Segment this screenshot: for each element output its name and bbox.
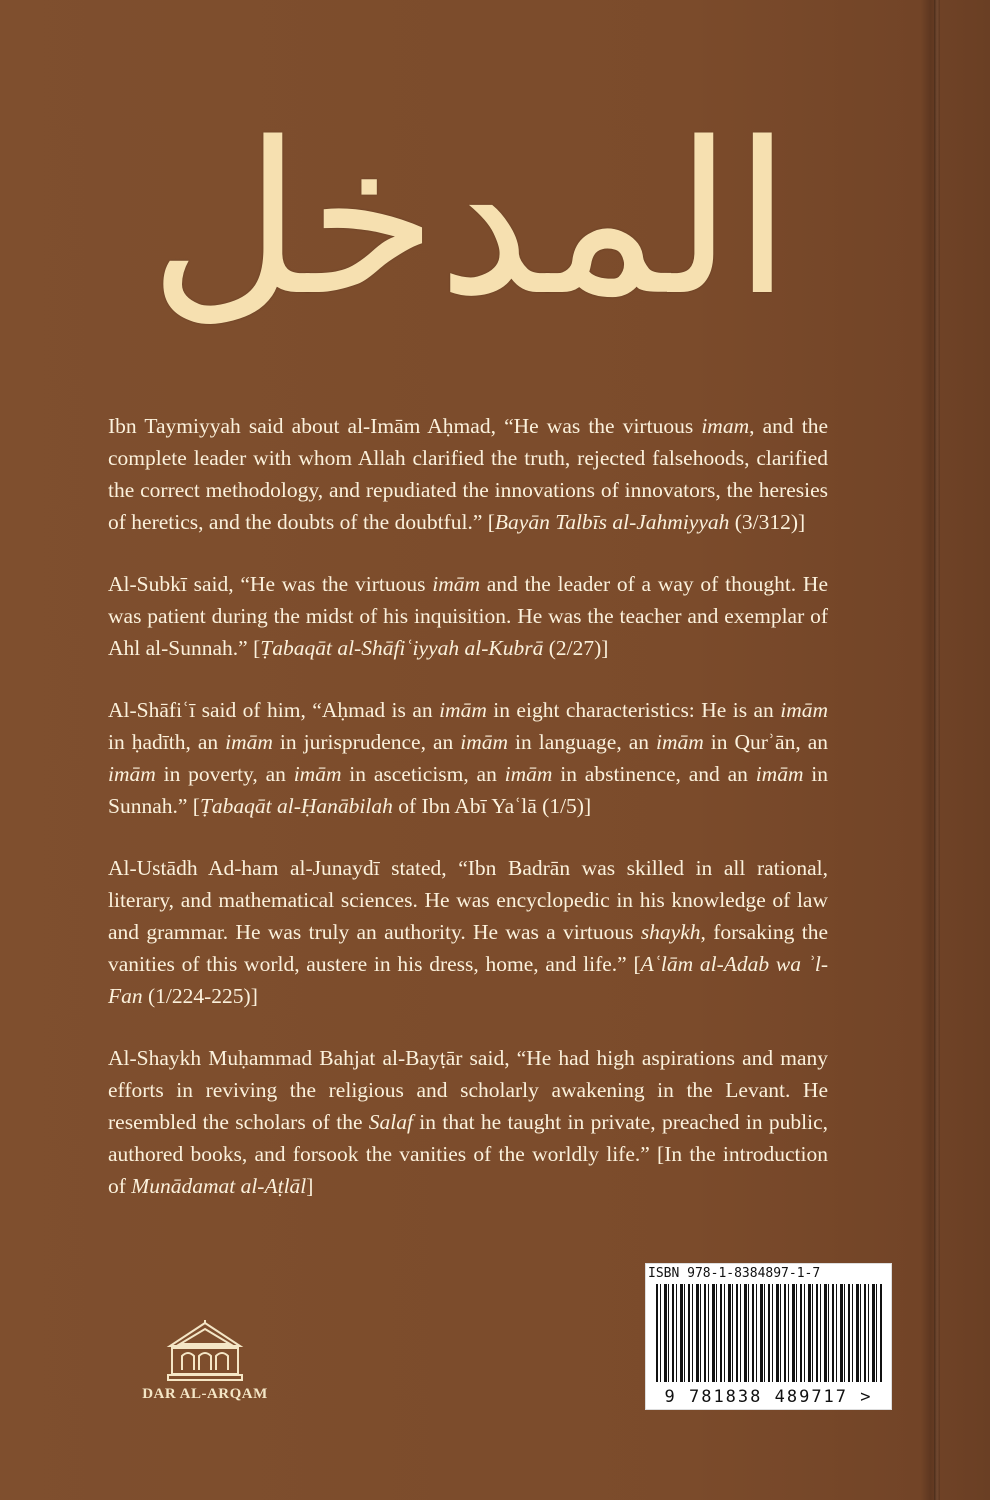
quote-citation-italic: imām	[504, 762, 553, 786]
quote-citation-italic: Ṭabaqāt al-Ḥanābilah	[199, 794, 393, 818]
publisher-name: DAR AL-ARQAM	[142, 1386, 268, 1402]
quote-paragraph	[108, 1042, 828, 1202]
dar-al-arqam-logo-icon	[160, 1320, 250, 1382]
quote-text: Al-Subkī said, “He was the virtuous	[108, 572, 433, 596]
quote-text: Al-Ustādh Ad-ham al-Junaydī stated, “Ibn Badrān was skilled in all rational, literary, and mathematical sciences. He was encyclopedic in his knowledge of law and grammar. He was truly an authority. He was a virtuous	[108, 856, 828, 944]
quote-text: in asceticism, an	[341, 762, 505, 786]
quote-citation-italic: imam	[701, 414, 750, 438]
quote-text: in ḥadīth, an	[108, 730, 226, 754]
quote-citation-italic: shaykh	[640, 920, 701, 944]
quote-text: Al-Shaykh Muḥammad Bahjat al-Bayṭār said, “He had high aspirations and many efforts in reviving the religious and scholarly awakening in the Levant. He resembled the scholars of the	[108, 1046, 828, 1134]
barcode-bars	[656, 1284, 884, 1382]
quote-citation-italic: imām	[460, 730, 509, 754]
quote-text: in poverty, an	[155, 762, 294, 786]
quote-citation-italic: Bayān Talbīs al-Jahmiyyah	[494, 510, 730, 534]
quote-citation-italic: imām	[432, 572, 480, 596]
quote-citation-italic: Aʿlām al-Adab wa ʾl-Fan	[108, 952, 828, 1008]
quote-citation-italic: imām	[108, 762, 156, 786]
quote-text: Ibn Taymiyyah said about al-Imām Aḥmad, “He was the virtuous	[108, 414, 702, 438]
quote-citation-italic: imām	[225, 730, 273, 754]
quote-text: , and the complete leader with whom Allah clarified the truth, rejected falsehoods, clarified the correct methodology, and repudiated the innovations of innovators, the heresies of heretics, and the doubts of the doubtful.” [	[108, 414, 829, 534]
quote-text: and the leader of a way of thought. He was patient during the midst of his inquisition. He was the teacher and exemplar of Ahl al-Sunnah.” [	[108, 572, 828, 660]
spine-edge	[934, 0, 940, 1500]
barcode-digits: 9 781838 489717 >	[646, 1387, 891, 1407]
barcode	[645, 1263, 892, 1410]
publisher-logo	[125, 1320, 285, 1420]
quote-text: Al-Shāfiʿī said of him, “Aḥmad is an	[108, 698, 440, 722]
quote-citation-italic: Salaf	[368, 1110, 413, 1134]
quote-text: in abstinence, and an	[552, 762, 756, 786]
quote-citation-italic: imām	[439, 698, 487, 722]
quote-paragraph	[108, 694, 828, 822]
quote-paragraph	[108, 568, 828, 664]
quote-text: , forsaking the vanities of this world, austere in his dress, home, and life.” [	[108, 920, 828, 976]
quote-text: in jurisprudence, an	[272, 730, 461, 754]
quote-text: of Ibn Abī Yaʿlā (1/5)]	[392, 794, 592, 818]
quote-text: (1/224-225)]	[142, 984, 258, 1008]
quote-paragraph	[108, 852, 828, 1012]
isbn-label: ISBN 978-1-8384897-1-7	[648, 1266, 821, 1281]
quote-text: in that he taught in private, preached in public, authored books, and forsook the vanities of the worldly life.” [In the introduction of	[108, 1110, 828, 1198]
quote-paragraph	[108, 410, 828, 538]
quote-text: in language, an	[508, 730, 656, 754]
quote-citation-italic: imām	[655, 730, 704, 754]
quote-citation-italic: Ṭabaqāt al-Shāfiʿiyyah al-Kubrā	[260, 636, 544, 660]
quote-citation-italic: imām	[755, 762, 804, 786]
quote-text: ]	[306, 1174, 314, 1198]
quote-citation-italic: Munādamat al-Aṭlāl	[131, 1174, 307, 1198]
quote-text: in eight characteristics: He is an	[486, 698, 781, 722]
quote-text: in Qurʾān, an	[703, 730, 829, 754]
quote-text: (3/312)]	[729, 510, 806, 534]
arabic-title: المدخل	[148, 97, 792, 342]
quote-citation-italic: imām	[293, 762, 342, 786]
quotes-section	[108, 410, 828, 1232]
quote-text: in Sunnah.” [	[108, 762, 829, 818]
quote-citation-italic: imām	[780, 698, 829, 722]
quote-text: (2/27)]	[543, 636, 609, 660]
